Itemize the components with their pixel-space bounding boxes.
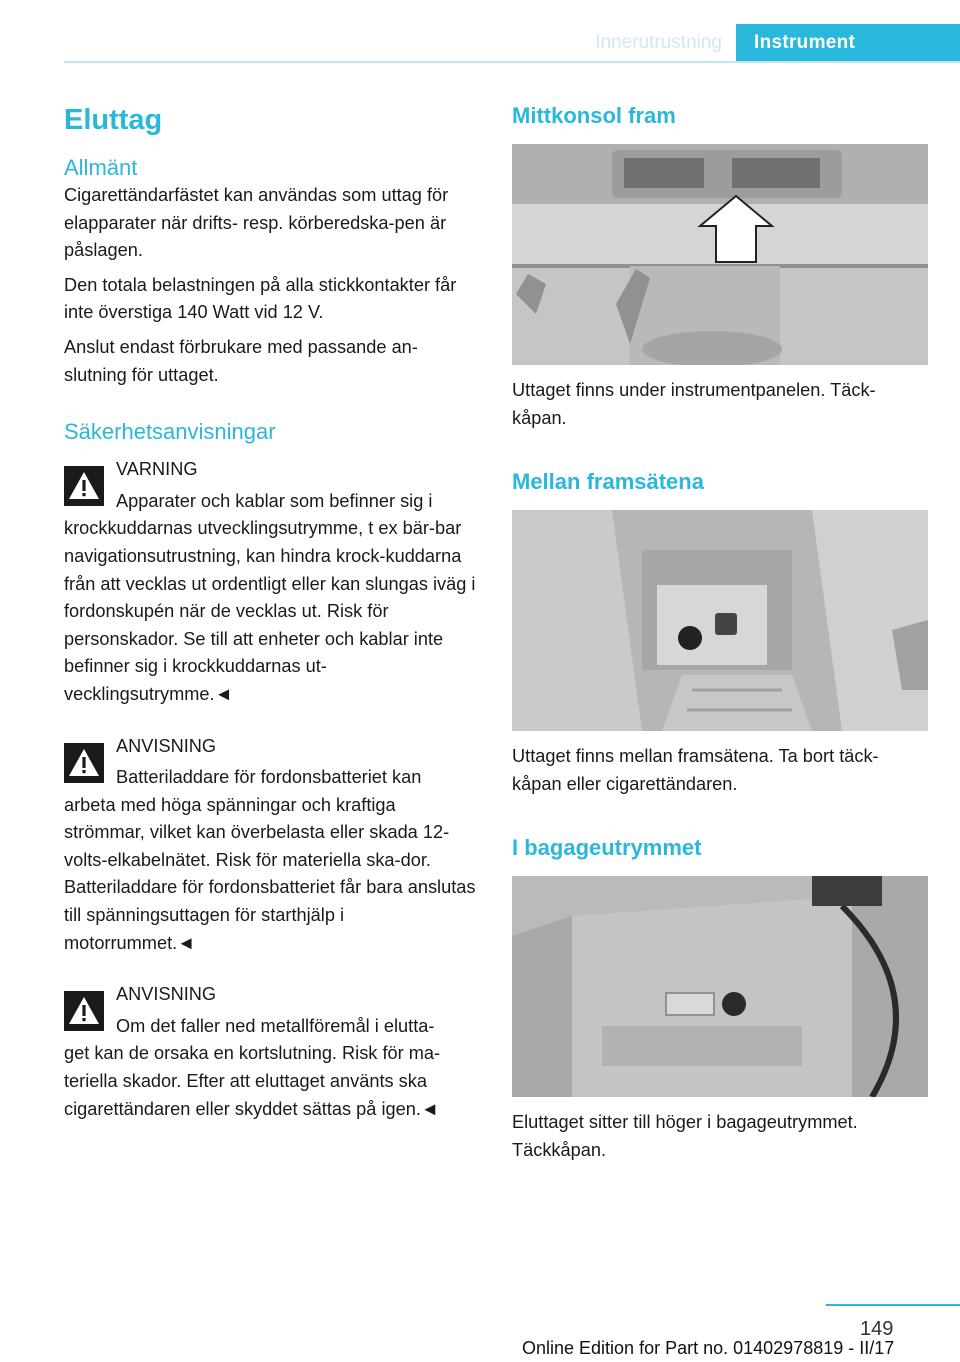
section-heading-center-console: Mittkonsol fram xyxy=(512,103,676,128)
left-column xyxy=(64,100,478,1123)
warning-triangle-icon xyxy=(64,743,104,783)
section-heading-general: Allmänt xyxy=(64,155,138,180)
notice-text: get kan de orsaka en kortslutning. Risk för ma-teriella skador. Efter att eluttaget använts ska cigarettändaren eller skyddet sättas på igen.◄ xyxy=(64,1043,441,1119)
tab-instrument[interactable]: Instrument xyxy=(736,24,960,62)
warning-triangle-icon xyxy=(64,466,104,506)
section-heading-between-seats: Mellan framsätena xyxy=(512,469,704,495)
between-seats-photo xyxy=(512,510,928,731)
warning-triangle-icon xyxy=(64,991,104,1031)
warning-title: VARNING xyxy=(116,459,198,480)
paragraph: Anslut endast förbrukare med passande an-slutning för uttaget. xyxy=(64,336,418,385)
center-console-photo xyxy=(512,144,928,365)
notice-text-first: Batteriladdare för fordonsbatteriet kan xyxy=(116,767,422,788)
edition-note: Online Edition for Part no. 01402978819 - II/17 xyxy=(522,1338,895,1358)
notice-block xyxy=(64,981,478,1123)
paragraph: Den totala belastningen på alla stickkontakter får inte överstiga 140 Watt vid 12 V. xyxy=(64,274,457,323)
photo-caption: Uttaget finns mellan framsätena. Ta bort täck-kåpan eller cigarettändaren. xyxy=(512,746,879,794)
tab-innerutrustning[interactable]: Innerutrustning xyxy=(595,32,722,53)
notice-block xyxy=(64,733,478,958)
section-heading-trunk: I bagageutrymmet xyxy=(512,835,702,861)
section-heading-safety: Säkerhetsanvisningar xyxy=(64,419,276,445)
header-divider xyxy=(64,61,960,63)
page-number: 149 xyxy=(860,1318,894,1340)
notice-title: ANVISNING xyxy=(116,984,217,1005)
warning-text-first: Apparater och kablar som befinner sig i xyxy=(116,490,433,511)
warning-text: krockkuddarnas utvecklingsutrymme, t ex bär-bar navigationsutrustning, kan hindra krock-kuddarna från att vecklas ut ordentligt eller kan slungas iväg i fordonskupén när de vecklas ut. Risk för personskador. Se till att enheter och kablar inte befinner sig i krockkuddarnas ut-vecklingsutrymme.◄ xyxy=(64,518,476,704)
notice-text: arbeta med höga spänningar och kraftiga strömmar, vilket kan överbelasta eller skada 12-volts-elkabelnätet. Risk för materiella ska-dor. Batteriladdare för fordonsbatteriet får bara anslutas till spänningsuttagen för starthjälp i motorrummet.◄ xyxy=(64,794,476,953)
page-title: Eluttag xyxy=(64,104,163,136)
footer-divider xyxy=(826,1304,960,1306)
right-column xyxy=(512,100,928,1165)
paragraph: Cigarettändarfästet kan användas som uttag för elapparater när drifts- resp. körberedska-pen är påslagen. xyxy=(64,185,449,261)
warning-block xyxy=(64,456,478,708)
page-header xyxy=(0,0,960,62)
notice-title: ANVISNING xyxy=(116,735,217,756)
photo-caption: Eluttaget sitter till höger i bagageutrymmet. Täckkåpan. xyxy=(512,1112,858,1160)
trunk-photo xyxy=(512,876,928,1097)
notice-text-first: Om det faller ned metallföremål i elutta- xyxy=(116,1015,435,1036)
photo-caption: Uttaget finns under instrumentpanelen. Täck-kåpan. xyxy=(512,380,876,428)
